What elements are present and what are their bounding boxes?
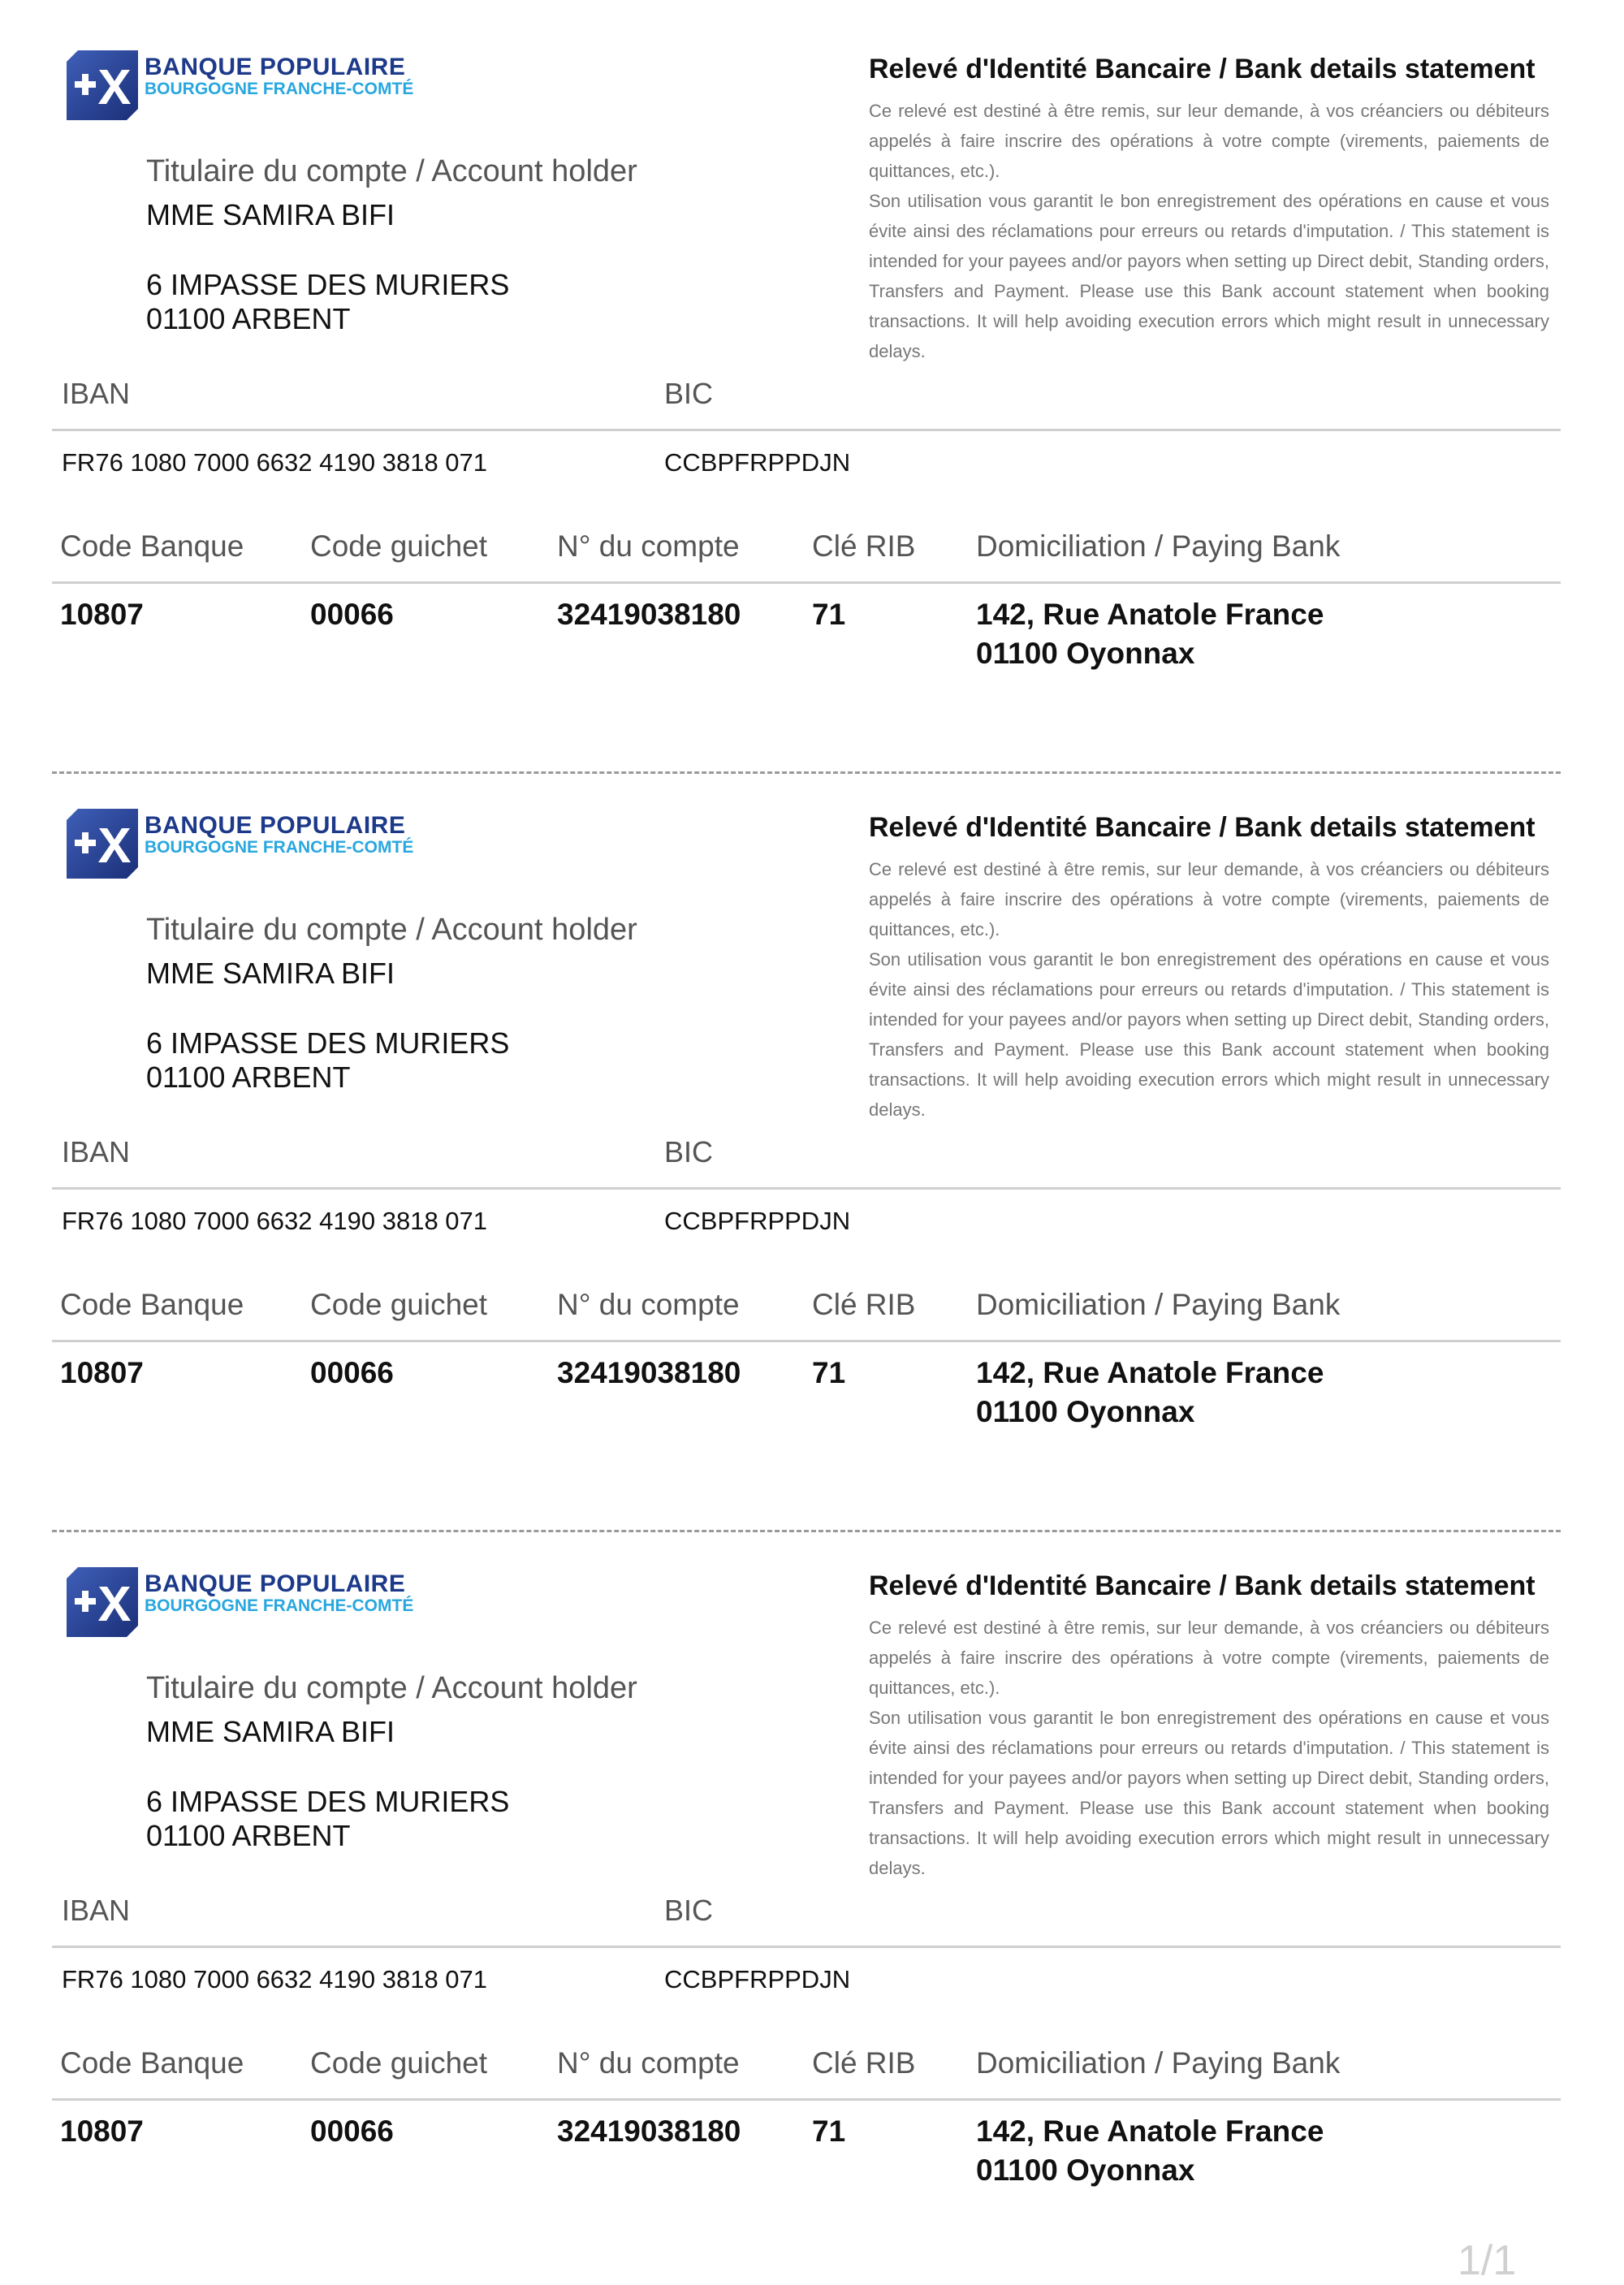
- holder-address-line2: 01100 ARBENT: [146, 302, 351, 335]
- banque-populaire-logo-icon: [67, 1567, 138, 1637]
- iban-value: FR76 1080 7000 6632 4190 3818 071: [62, 448, 488, 477]
- rib-copy-2: [0, 758, 1624, 1517]
- account-holder-name: MME SAMIRA BIFI: [146, 198, 395, 231]
- header-numero-compte: N° du compte: [557, 529, 740, 563]
- page-number: 1/1: [1458, 2237, 1517, 2284]
- statement-paragraph-1: Ce relevé est destiné à être remis, sur leur demande, à vos créanciers ou débiteurs appelés à faire inscrire des opérations à votre compte (virements, paiements de quittances, etc.).: [869, 859, 1549, 939]
- cle-rib-value: 71: [812, 598, 846, 631]
- numero-compte-value: 32419038180: [557, 598, 741, 631]
- divider: [52, 2098, 1561, 2101]
- header-domiciliation: Domiciliation / Paying Bank: [976, 2046, 1341, 2080]
- code-guichet-value: 00066: [310, 598, 394, 631]
- divider: [52, 1187, 1561, 1190]
- bank-logo: [67, 50, 489, 122]
- statement-paragraph-2: Son utilisation vous garantit le bon enregistrement des opérations en cause et vous évite ainsi des réclamations pour erreurs ou retards d'imputation. / This statement is intended for your payees and/or payors when setting up Direct debit, Standing orders, Transfers and Payment. Please use this Bank account statement when booking transactions. It will help avoiding execution errors which might result in unnecessary delays.: [869, 949, 1549, 1120]
- cle-rib-value: 71: [812, 2114, 846, 2148]
- code-banque-value: 10807: [60, 2114, 144, 2148]
- statement-paragraph-1: Ce relevé est destiné à être remis, sur leur demande, à vos créanciers ou débiteurs appelés à faire inscrire des opérations à votre compte (virements, paiements de quittances, etc.).: [869, 1618, 1549, 1698]
- rib-copy-1: [0, 0, 1624, 758]
- header-code-guichet: Code guichet: [310, 529, 488, 563]
- domiciliation-line2: 01100 Oyonnax: [976, 2153, 1195, 2187]
- header-cle-rib: Clé RIB: [812, 1288, 916, 1321]
- bic-value: CCBPFRPPDJN: [664, 448, 851, 477]
- code-banque-value: 10807: [60, 1356, 144, 1389]
- numero-compte-value: 32419038180: [557, 1356, 741, 1389]
- bank-region: BOURGOGNE FRANCHE-COMTÉ: [145, 838, 414, 857]
- domiciliation-line1: 142, Rue Anatole France: [976, 1356, 1324, 1389]
- header-domiciliation: Domiciliation / Paying Bank: [976, 529, 1341, 563]
- numero-compte-value: 32419038180: [557, 2114, 741, 2148]
- holder-address-line2: 01100 ARBENT: [146, 1060, 351, 1094]
- statement-description: [869, 1613, 1549, 1883]
- statement-title: Relevé d'Identité Bancaire / Bank details statement: [869, 812, 1535, 843]
- account-holder-name: MME SAMIRA BIFI: [146, 1715, 395, 1748]
- header-code-guichet: Code guichet: [310, 1288, 488, 1321]
- domiciliation-line1: 142, Rue Anatole France: [976, 598, 1324, 631]
- statement-paragraph-2: Son utilisation vous garantit le bon enregistrement des opérations en cause et vous évite ainsi des réclamations pour erreurs ou retards d'imputation. / This statement is intended for your payees and/or payors when setting up Direct debit, Standing orders, Transfers and Payment. Please use this Bank account statement when booking transactions. It will help avoiding execution errors which might result in unnecessary delays.: [869, 191, 1549, 361]
- divider: [52, 1946, 1561, 1948]
- statement-paragraph-1: Ce relevé est destiné à être remis, sur leur demande, à vos créanciers ou débiteurs appelés à faire inscrire des opérations à votre compte (virements, paiements de quittances, etc.).: [869, 101, 1549, 181]
- divider: [52, 429, 1561, 431]
- header-code-guichet: Code guichet: [310, 2046, 488, 2080]
- banque-populaire-logo-icon: [67, 809, 138, 879]
- statement-description: [869, 96, 1549, 366]
- domiciliation-line2: 01100 Oyonnax: [976, 637, 1195, 670]
- divider: [52, 1340, 1561, 1342]
- header-numero-compte: N° du compte: [557, 1288, 740, 1321]
- statement-title: Relevé d'Identité Bancaire / Bank details statement: [869, 1570, 1535, 1601]
- header-numero-compte: N° du compte: [557, 2046, 740, 2080]
- bic-label: BIC: [664, 1894, 714, 1927]
- header-code-banque: Code Banque: [60, 2046, 244, 2080]
- cle-rib-value: 71: [812, 1356, 846, 1389]
- rib-copy-3: [0, 1517, 1624, 2275]
- holder-address-line1: 6 IMPASSE DES MURIERS: [146, 268, 510, 301]
- domiciliation-line2: 01100 Oyonnax: [976, 1395, 1195, 1428]
- iban-value: FR76 1080 7000 6632 4190 3818 071: [62, 1965, 488, 1993]
- iban-label: IBAN: [62, 377, 131, 410]
- statement-description: [869, 854, 1549, 1125]
- bic-value: CCBPFRPPDJN: [664, 1207, 851, 1235]
- divider: [52, 581, 1561, 584]
- header-domiciliation: Domiciliation / Paying Bank: [976, 1288, 1341, 1321]
- account-holder-name: MME SAMIRA BIFI: [146, 957, 395, 990]
- statement-paragraph-2: Son utilisation vous garantit le bon enregistrement des opérations en cause et vous évite ainsi des réclamations pour erreurs ou retards d'imputation. / This statement is intended for your payees and/or payors when setting up Direct debit, Standing orders, Transfers and Payment. Please use this Bank account statement when booking transactions. It will help avoiding execution errors which might result in unnecessary delays.: [869, 1708, 1549, 1878]
- bank-name: BANQUE POPULAIRE: [145, 812, 406, 839]
- holder-address-line1: 6 IMPASSE DES MURIERS: [146, 1785, 510, 1818]
- account-holder-label: Titulaire du compte / Account holder: [146, 913, 637, 947]
- iban-label: IBAN: [62, 1894, 131, 1927]
- bank-logo: [67, 809, 489, 880]
- code-guichet-value: 00066: [310, 2114, 394, 2148]
- header-code-banque: Code Banque: [60, 529, 244, 563]
- holder-address-line2: 01100 ARBENT: [146, 1819, 351, 1852]
- header-cle-rib: Clé RIB: [812, 529, 916, 563]
- header-code-banque: Code Banque: [60, 1288, 244, 1321]
- bank-region: BOURGOGNE FRANCHE-COMTÉ: [145, 1596, 414, 1615]
- iban-value: FR76 1080 7000 6632 4190 3818 071: [62, 1207, 488, 1235]
- bank-name: BANQUE POPULAIRE: [145, 54, 406, 80]
- banque-populaire-logo-icon: [67, 50, 138, 120]
- header-cle-rib: Clé RIB: [812, 2046, 916, 2080]
- statement-title: Relevé d'Identité Bancaire / Bank details statement: [869, 54, 1535, 84]
- account-holder-label: Titulaire du compte / Account holder: [146, 1671, 637, 1705]
- holder-address-line1: 6 IMPASSE DES MURIERS: [146, 1026, 510, 1060]
- domiciliation-line1: 142, Rue Anatole France: [976, 2114, 1324, 2148]
- bic-label: BIC: [664, 377, 714, 410]
- code-banque-value: 10807: [60, 598, 144, 631]
- bic-value: CCBPFRPPDJN: [664, 1965, 851, 1993]
- bic-label: BIC: [664, 1135, 714, 1168]
- bank-logo: [67, 1567, 489, 1639]
- iban-label: IBAN: [62, 1135, 131, 1168]
- code-guichet-value: 00066: [310, 1356, 394, 1389]
- bank-name: BANQUE POPULAIRE: [145, 1570, 406, 1597]
- account-holder-label: Titulaire du compte / Account holder: [146, 154, 637, 188]
- bank-region: BOURGOGNE FRANCHE-COMTÉ: [145, 80, 414, 98]
